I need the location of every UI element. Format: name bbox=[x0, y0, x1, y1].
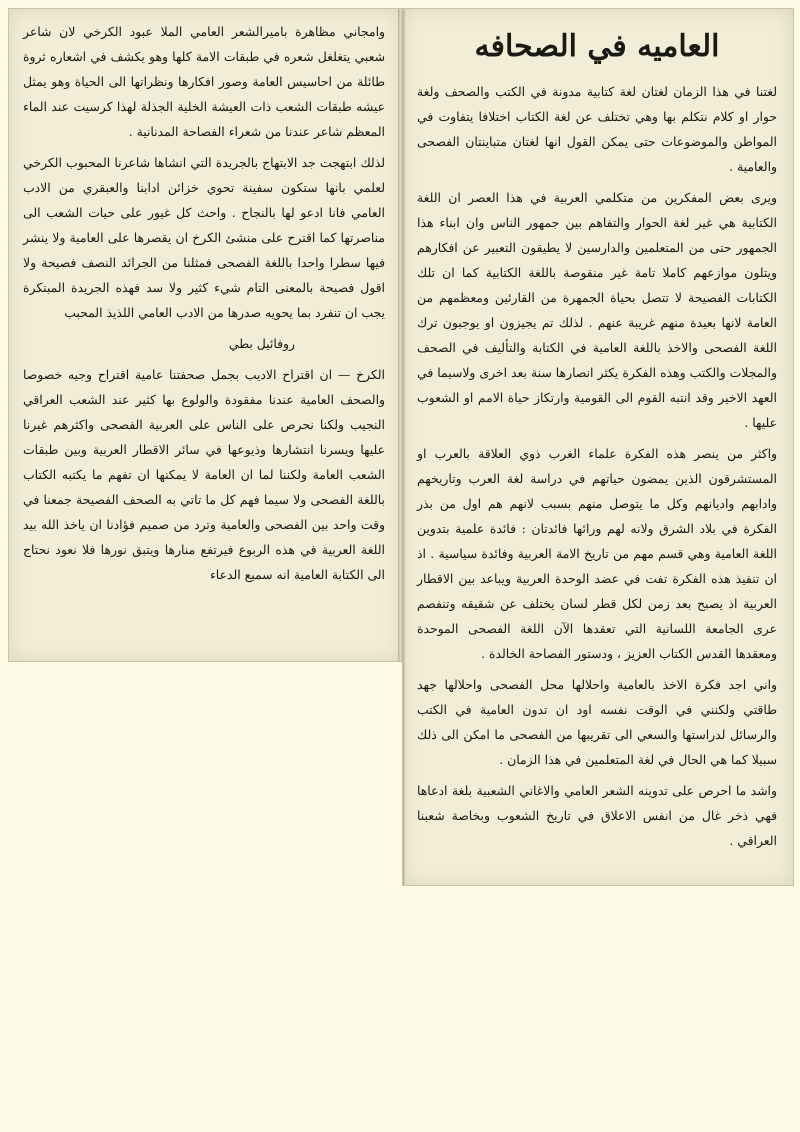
paper-fold-shadow bbox=[403, 9, 406, 885]
article-paragraph: ويرى بعض المفكرين من متكلمي العربية في هذا العصر ان اللغة الكتابية هي غير لغة الحوار والتفاهم بين جمهور الناس وان ابناء هذا الجمهور حتى من المتعلمين والدارسين لا يطيقون التعبير عن افكارهم ويتلون موازعهم كاملا تامة غير منقوصة باللغة الكتابية كما ان تلك الكتابات الفصيحة لا تتصل بحياة الجمهرة من القارئين ومعظمهم من العامة لانها بعيدة منهم غريبة عنهم . لذلك تم يجيزون او يوجبون ترك اللغة الفصحى والاخذ باللغة العامية في الكتابة والتأليف في الصحف والمجلات والكتب وهذه الفكرة يكثر انصارها سنة بعد اخرى ولاسيما في العهد الاخير وقد انتبه القوم الى القومية وارتكاز حياة الامم او الشعوب عليها . bbox=[417, 190, 777, 430]
article-title: العاميه في الصحافه bbox=[474, 29, 720, 64]
editor-reply-paragraph: الكرخ — ان اقتراح الاديب بجمل صحفتنا عامية اقتراح وجيه خصوصا والصحف العامية عندنا مفقودة والولوع بها كثير عند الشعب العراقي النجيب ولكنا نحرص على الناس على العربية الفصحى واكثرهم غيرنا عليها ويسرنا انتشارها وذيوعها في سائر الاقطار العربية وبين طبقات الشعب العامة ولكننا لما ان العامة لا يمكنها ان تفهم ما يكتبه الكتاب باللغة الفصحى ولا سيما فهم كل ما تاتي به الصحف الفصيحة جمعنا في وقت واحد بين الفصحى والعامية وترد من صميم فؤادنا ان ياخذ الله بيد اللغة العربية في هذه الربوع فيرتفع منارها ويتبق نورها فلا نعود نحتاج الى الكتابة العامية انه سميع الدعاء bbox=[23, 367, 385, 582]
article-paragraph: واكثر من ينصر هذه الفكرة علماء الغرب ذوي العلاقة بالعرب او المستشرقون الذين يمضون حياتهم في دراسة لغة العرب وتاريخهم وادابهم واديانهم وكل ما يتوصل منهم بسبب لانهم هم اول من بذر الفكرة في بلاد الشرق ولانه لهم ورائها فائدتان : فائدة علمية بتدوين اللغة العامية وهي قسم مهم من تاريخ الامة العربية وفائدة سياسية . اذ ان تنفيذ هذه الفكرة تفت في عضد الوحدة العربية ويباعد بين الاقطار العربية اذ يصبح بعد زمن لكل قطر لسان يختلف عن شقيقه وتنفصم عرى الجامعة اللسانية التي تعقدها الآن اللغة الفصحى الموحدة ومعقدها القدس الكتاب العزيز ، ودستور الفصاحة الخالدة . bbox=[417, 446, 777, 661]
article-paragraph: لغتنا في هذا الزمان لغتان لغة كتابية مدونة في الكتب والصحف ولغة حوار او كلام نتكلم بها وهي تختلف عن لغة الكتاب اختلافا يتفاوت في المواطن والموضوعات حتى يمكن القول انها لغتان متباينتان الفصحى والعامية . bbox=[417, 84, 777, 174]
left-column-text bbox=[9, 9, 401, 587]
paper-fold-shadow bbox=[398, 9, 401, 661]
article-paragraph: لذلك ابتهجت جد الابتهاج بالجريدة التي انشاها شاعرنا المحبوب الكرخي لعلمي بانها ستكون سفينة تحوي خزائن ادابنا والعبقري من الادب العامي فانا ادعو لها بالنجاح . واحث كل غيور على حيات الشعب الى مناصرتها كما اقترح على منشئ الكرخ ان يقصرها على العامية ولا ينشر فيها سطرا واحدا باللغة الفصحى فمثلنا من الجرائد النصف فصيحة ولا اقول فصيحة بالمعنى التام شيء كثير ولا سد فهذه الجريدة المبتكرة يجب ان تنفرد بما يحويه صدرها من الادب العامي اللذيذ المحبب bbox=[23, 155, 385, 320]
article-column-right bbox=[402, 8, 794, 886]
article-paragraph: واني اجد فكرة الاخذ بالعامية واحلالها محل الفصحى واحلالها جهد طاقتي ولكنني في الوقت نفسه اود ان تدون العامية في الكتب والرسائل لدراستها والسعي الى تقريبها من الفصحى ما امكن الى ذلك سبيلا كما هي الحال في لغة المتعلمين في هذا الزمان . bbox=[417, 677, 777, 767]
article-column-left bbox=[8, 8, 402, 662]
article-paragraph: وامجاني مظاهرة باميرالشعر العامي الملا عبود الكرخي لان شاعر شعبي يتغلغل شعره في طبقات الامة كلها وهو يكشف في اشعاره ثروة طائلة من احاسيس العامة وصور افكارها ونظراتها الى الحياة وهو يمثل عيشه طبقات الشعب ذات العيشة الخلية الجذلة لهذا كرسيت عند الماء المعظم شاعر عندنا من شعراء الفصاحة المدنانية . bbox=[23, 24, 385, 139]
author-signature: روفائيل بطي bbox=[228, 336, 295, 351]
right-column-text bbox=[403, 9, 793, 853]
article-paragraph: واشد ما احرص على تدوينه الشعر العامي والاغاني الشعبية بلغة ادعاها فهي ذخر غال من انفس الاعلاق في تاريخ الشعوب وبخاصة شعبنا العراقي . bbox=[417, 783, 777, 848]
